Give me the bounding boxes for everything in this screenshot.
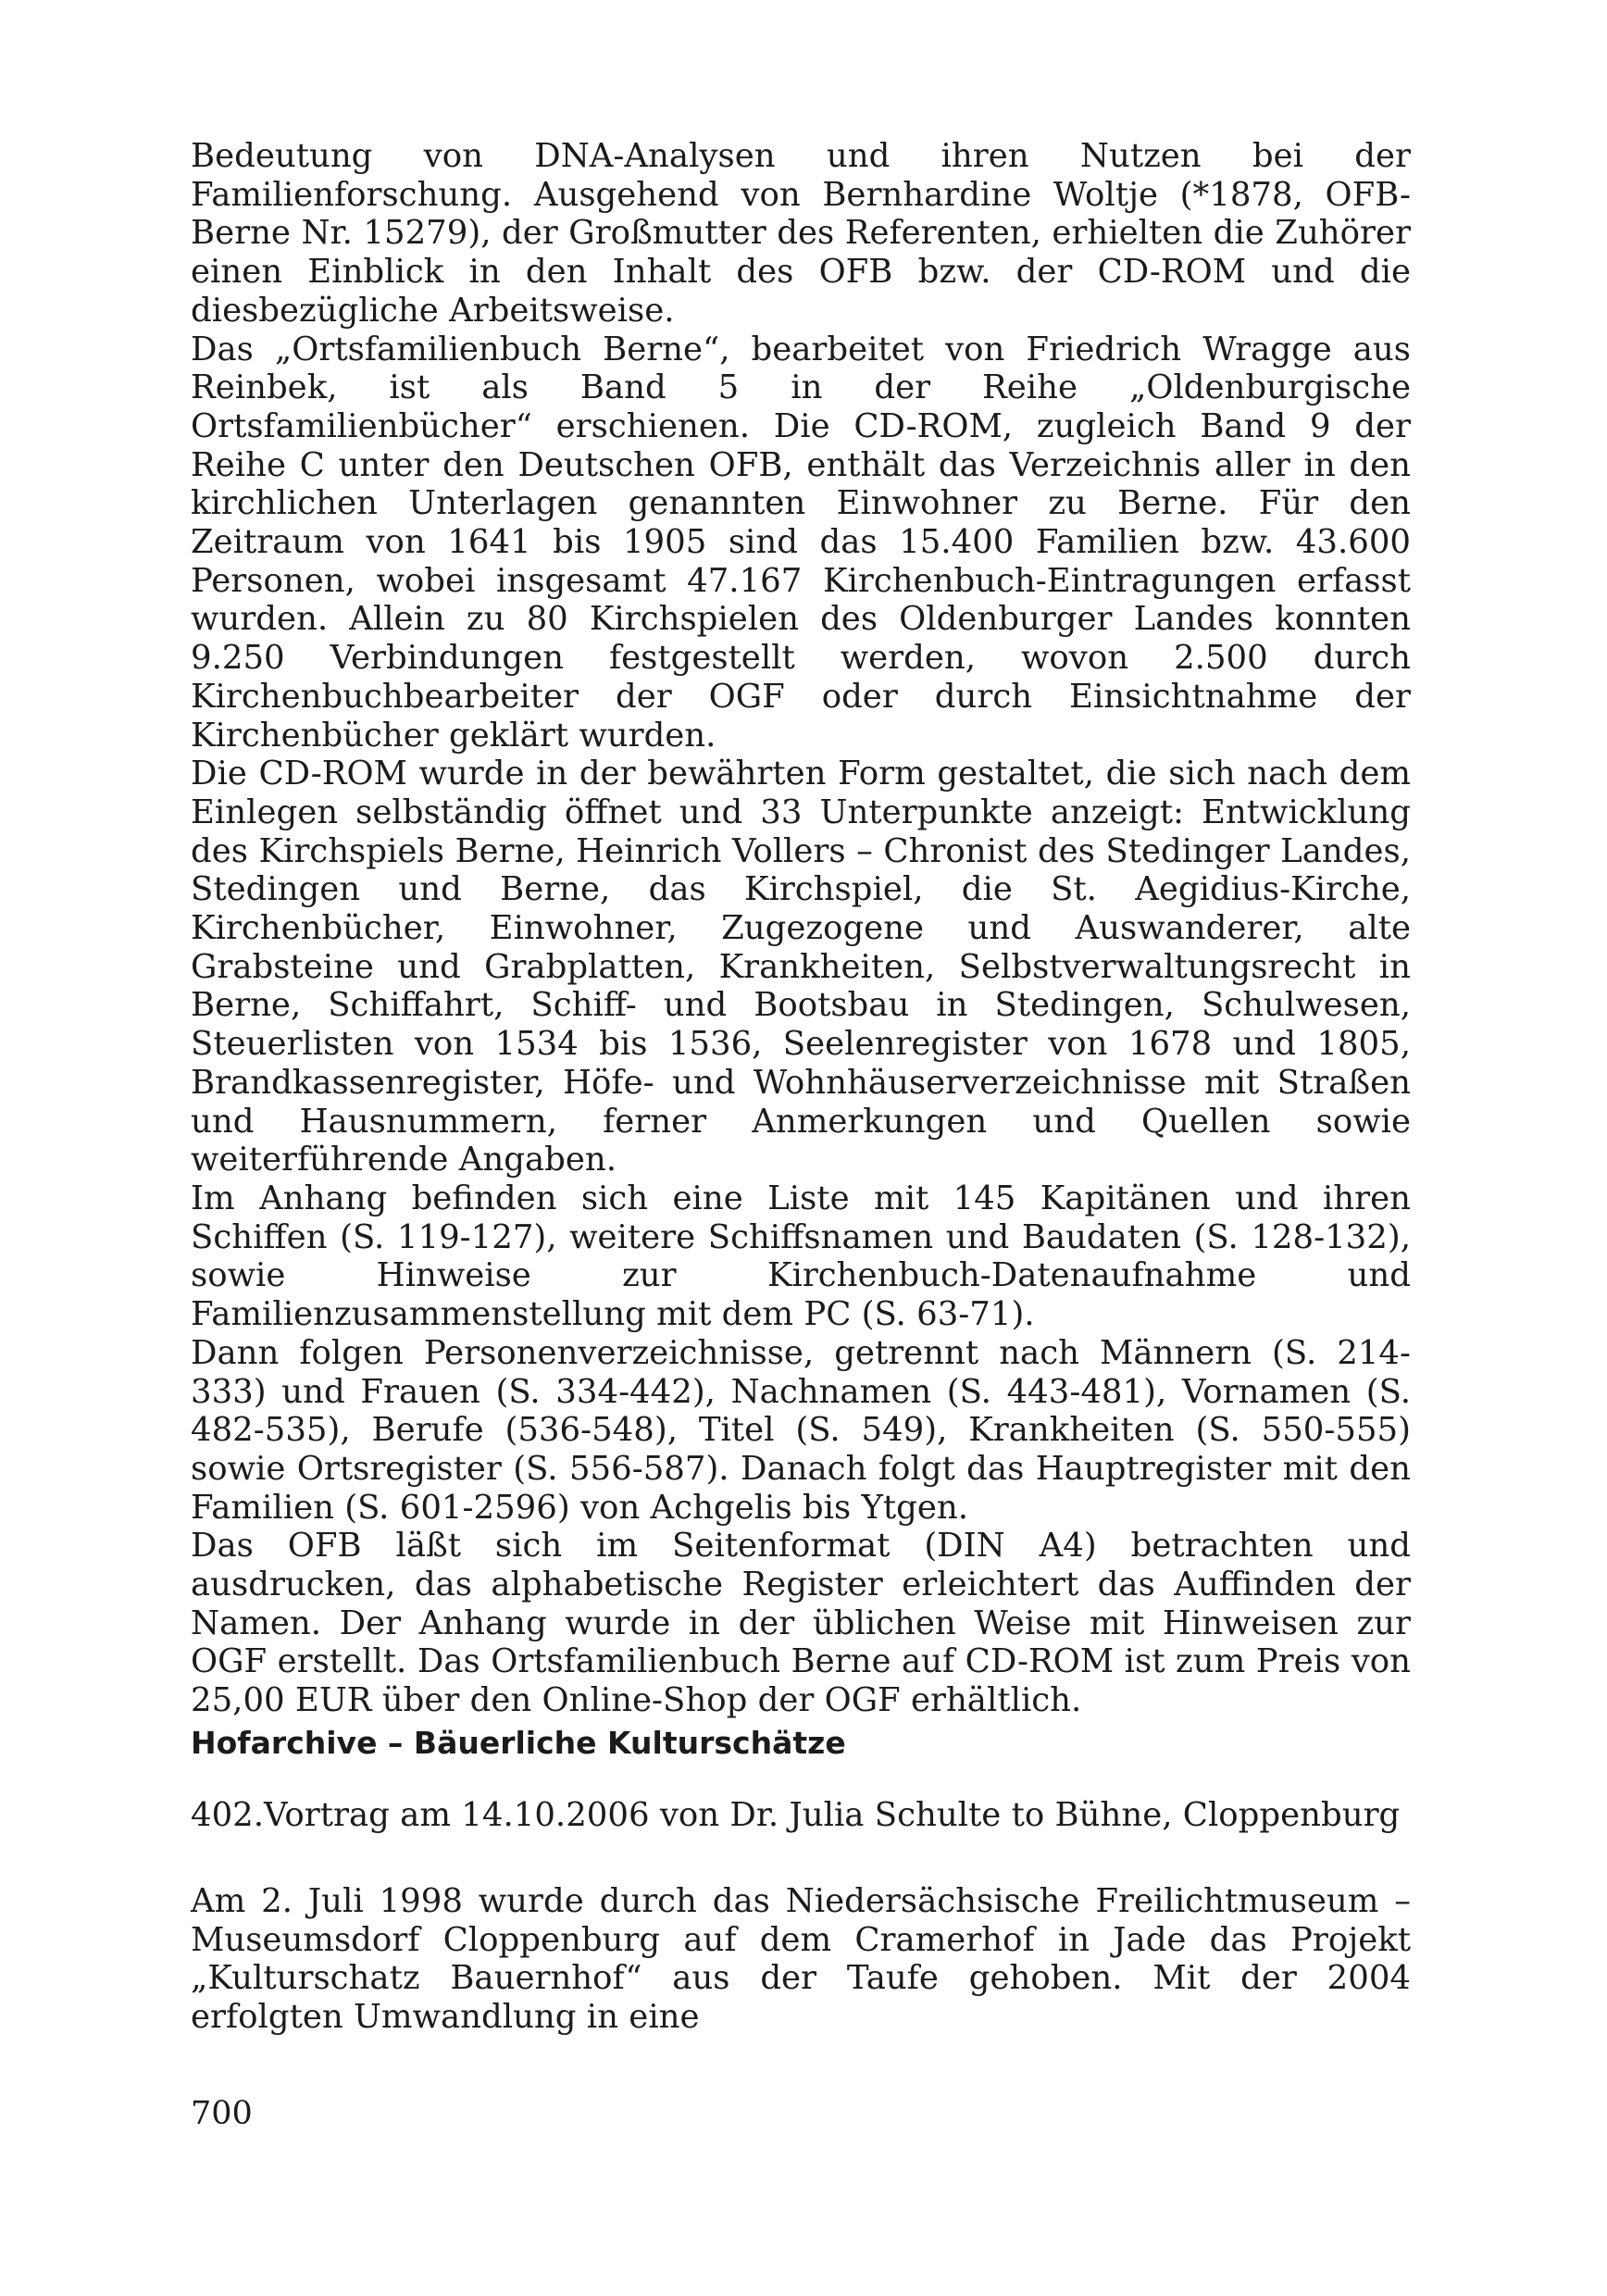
paragraph: Bedeutung von DNA-Analysen und ihren Nutzen bei der Familienforschung. Ausgehend von Bernhardine Woltje (*1878, OFB-Berne Nr. 15279), der Großmutter des Referenten, erhielten die Zuhörer einen Einblick in den Inhalt des OFB bzw. der CD-ROM und die diesbezügliche Arbeitsweise. bbox=[191, 137, 1411, 330]
paragraph: Die CD-ROM wurde in der bewährten Form gestaltet, die sich nach dem Einlegen selbständig öffnet und 33 Unterpunkte anzeigt: Entwicklung des Kirchspiels Berne, Heinrich Vollers – Chronist des Stedinger Landes, Stedingen und Berne, das Kirchspiel, die St. Aegidius-Kirche, Kirchenbücher, Einwohner, Zugezogene und Auswanderer, alte Grabsteine und Grabplatten, Krankheiten, Selbstverwaltungsrecht in Berne, Schiffahrt, Schiff- und Bootsbau in Stedingen, Schulwesen, Steuerlisten von 1534 bis 1536, Seelenregister von 1678 und 1805, Brandkassenregister, Höfe- und Wohnhäuserverzeichnisse mit Straßen und Hausnummern, ferner Anmerkungen und Quellen sowie weiterführende Angaben. bbox=[191, 755, 1411, 1179]
paragraph: Das „Ortsfamilienbuch Berne“, bearbeitet von Friedrich Wragge aus Reinbek, ist als Band 5 in der Reihe „Oldenburgische Ortsfamilienbücher“ erschienen. Die CD-ROM, zugleich Band 9 der Reihe C unter den Deutschen OFB, enthält das Verzeichnis aller in den kirchlichen Unterlagen genannten Einwohner zu Berne. Für den Zeitraum von 1641 bis 1905 sind das 15.400 Familien bzw. 43.600 Personen, wobei insgesamt 47.167 Kirchenbuch-Eintragungen erfasst wurden. Allein zu 80 Kirchspielen des Oldenburger Landes konnten 9.250 Verbindungen festgestellt werden, wovon 2.500 durch Kirchenbuchbearbeiter der OGF oder durch Einsichtnahme der Kirchenbücher geklärt wurden. bbox=[191, 330, 1411, 755]
lecture-info-text: 402.Vortrag am 14.10.2006 von Dr. Julia Schulte to Bühne, Cloppenburg bbox=[191, 1796, 1401, 1834]
paragraph: Am 2. Juli 1998 wurde durch das Niedersächsische Freilichtmuseum – Museumsdorf Cloppenburg auf dem Cramerhof in Jade das Projekt „Kulturschatz Bauernhof“ aus der Taufe gehoben. Mit der 2004 erfolgten Umwandlung in eine bbox=[191, 1882, 1411, 2037]
section-heading: Hofarchive – Bäuerliche Kulturschätze bbox=[191, 1725, 846, 1761]
paragraph: Das OFB läßt sich im Seitenformat (DIN A4) betrachten und ausdrucken, das alphabetische Register erleichtert das Auffinden der Namen. Der Anhang wurde in der üblichen Weise mit Hinweisen zur OGF erstellt. Das Ortsfamilienbuch Berne auf CD-ROM ist zum Preis von 25,00 EUR über den Online-Shop der OGF erhältlich. bbox=[191, 1527, 1411, 1720]
body-text bbox=[191, 137, 1411, 1720]
lecture-info bbox=[191, 1796, 1411, 1835]
page-number: 700 bbox=[191, 2095, 253, 2132]
section-body bbox=[191, 1882, 1411, 2037]
paragraph: Im Anhang befinden sich eine Liste mit 145 Kapitänen und ihren Schiffen (S. 119-127), weitere Schiffsnamen und Baudaten (S. 128-132), sowie Hinweise zur Kirchenbuch-Datenaufnahme und Familienzusammenstellung mit dem PC (S. 63-71). bbox=[191, 1179, 1411, 1334]
paragraph: Dann folgen Personenverzeichnisse, getrennt nach Männern (S. 214-333) und Frauen (S. 334-442), Nachnamen (S. 443-481), Vornamen (S. 482-535), Berufe (536-548), Titel (S. 549), Krankheiten (S. 550-555) sowie Ortsregister (S. 556-587). Danach folgt das Hauptregister mit den Familien (S. 601-2596) von Achgelis bis Ytgen. bbox=[191, 1333, 1411, 1527]
